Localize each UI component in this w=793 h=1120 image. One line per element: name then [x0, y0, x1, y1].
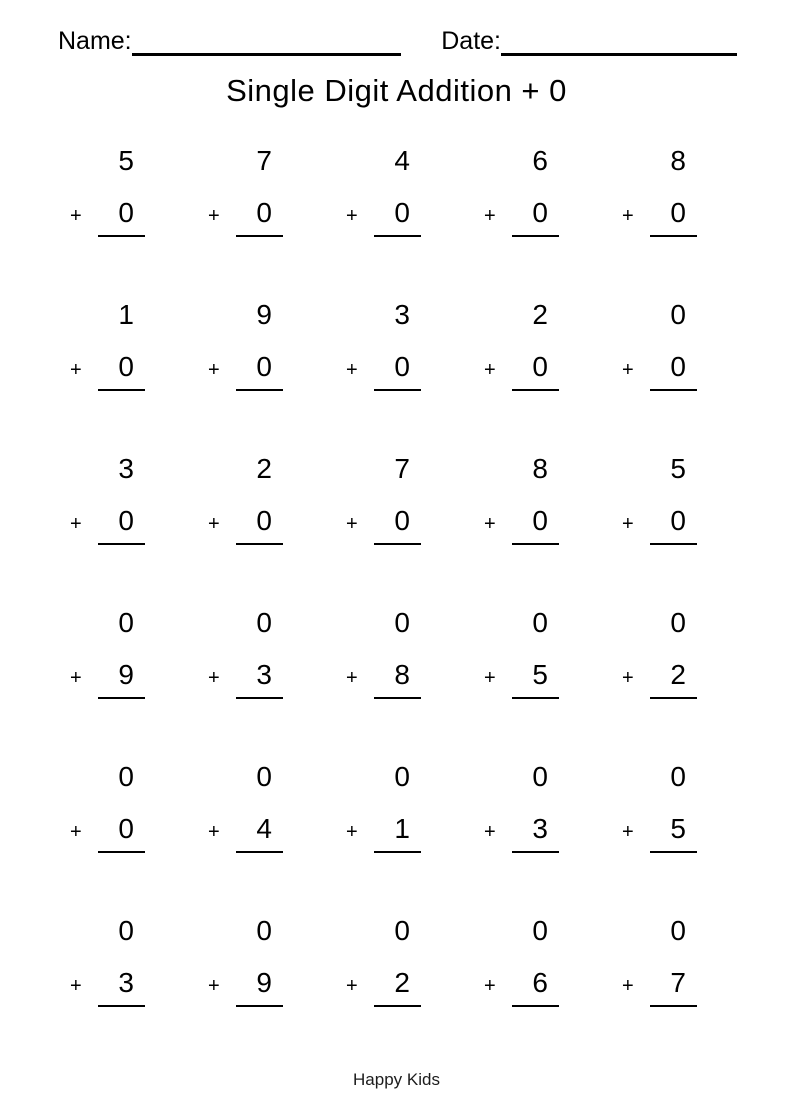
plus-sign: +: [484, 667, 496, 689]
plus-sign: +: [622, 513, 634, 535]
top-addend: 0: [532, 607, 548, 638]
top-addend: 0: [670, 915, 686, 946]
addition-problem: [56, 144, 194, 298]
plus-sign: +: [622, 975, 634, 997]
plus-sign: +: [346, 667, 358, 689]
addition-problem: [56, 760, 194, 914]
addition-problem: [56, 298, 194, 452]
answer-line[interactable]: [374, 543, 421, 545]
bottom-addend: 0: [532, 197, 548, 228]
top-addend: 0: [532, 761, 548, 792]
addition-problem: [470, 144, 608, 298]
answer-line[interactable]: [236, 389, 283, 391]
bottom-addend: 6: [532, 967, 548, 998]
answer-line[interactable]: [236, 543, 283, 545]
addition-problem: [470, 914, 608, 1068]
bottom-addend: 9: [256, 967, 272, 998]
brand-footer: Happy Kids: [353, 1070, 440, 1089]
answer-line[interactable]: [236, 235, 283, 237]
bottom-addend: 0: [394, 351, 410, 382]
addition-problem: [608, 914, 746, 1068]
answer-line[interactable]: [98, 697, 145, 699]
addition-problem: [332, 144, 470, 298]
addition-problem: [194, 298, 332, 452]
addition-problem: [56, 452, 194, 606]
answer-line[interactable]: [374, 1005, 421, 1007]
top-addend: 0: [256, 761, 272, 792]
top-addend: 0: [532, 915, 548, 946]
top-addend: 0: [394, 915, 410, 946]
date-input-line[interactable]: [501, 28, 737, 56]
page-title: Single Digit Addition + 0: [226, 73, 567, 108]
plus-sign: +: [70, 359, 82, 381]
bottom-addend: 0: [394, 505, 410, 536]
plus-sign: +: [346, 205, 358, 227]
top-addend: 0: [670, 607, 686, 638]
plus-sign: +: [622, 205, 634, 227]
answer-line[interactable]: [650, 697, 697, 699]
top-addend: 5: [118, 145, 134, 176]
plus-sign: +: [70, 513, 82, 535]
answer-line[interactable]: [650, 235, 697, 237]
plus-sign: +: [622, 821, 634, 843]
addition-problem: [470, 760, 608, 914]
answer-line[interactable]: [512, 235, 559, 237]
plus-sign: +: [484, 205, 496, 227]
addition-problem: [332, 760, 470, 914]
answer-line[interactable]: [374, 389, 421, 391]
top-addend: 3: [118, 453, 134, 484]
addition-problem: [608, 144, 746, 298]
bottom-addend: 1: [394, 813, 410, 844]
bottom-addend: 3: [532, 813, 548, 844]
bottom-addend: 0: [256, 351, 272, 382]
problems-grid: [56, 144, 746, 1068]
top-addend: 0: [118, 915, 134, 946]
name-label: Name:: [58, 27, 132, 55]
answer-line[interactable]: [236, 1005, 283, 1007]
bottom-addend: 0: [670, 505, 686, 536]
plus-sign: +: [346, 513, 358, 535]
answer-line[interactable]: [374, 235, 421, 237]
bottom-addend: 0: [118, 813, 134, 844]
answer-line[interactable]: [650, 1005, 697, 1007]
addition-problem: [194, 606, 332, 760]
top-addend: 0: [394, 607, 410, 638]
bottom-addend: 5: [532, 659, 548, 690]
addition-problem: [470, 452, 608, 606]
answer-line[interactable]: [512, 389, 559, 391]
bottom-addend: 0: [670, 197, 686, 228]
answer-line[interactable]: [512, 1005, 559, 1007]
bottom-addend: 5: [670, 813, 686, 844]
plus-sign: +: [346, 359, 358, 381]
bottom-addend: 2: [670, 659, 686, 690]
plus-sign: +: [484, 975, 496, 997]
plus-sign: +: [346, 821, 358, 843]
plus-sign: +: [208, 513, 220, 535]
top-addend: 8: [670, 145, 686, 176]
answer-line[interactable]: [650, 543, 697, 545]
addition-problem: [194, 914, 332, 1068]
answer-line[interactable]: [236, 697, 283, 699]
plus-sign: +: [208, 205, 220, 227]
addition-problem: [608, 760, 746, 914]
bottom-addend: 0: [532, 351, 548, 382]
addition-problem: [194, 144, 332, 298]
answer-line[interactable]: [512, 543, 559, 545]
answer-line[interactable]: [98, 543, 145, 545]
top-addend: 1: [118, 299, 134, 330]
answer-line[interactable]: [512, 697, 559, 699]
addition-problem: [470, 606, 608, 760]
answer-line[interactable]: [650, 389, 697, 391]
addition-problem: [56, 914, 194, 1068]
plus-sign: +: [484, 513, 496, 535]
bottom-addend: 0: [532, 505, 548, 536]
bottom-addend: 2: [394, 967, 410, 998]
top-addend: 9: [256, 299, 272, 330]
addition-problem: [194, 760, 332, 914]
addition-problem: [56, 606, 194, 760]
bottom-addend: 0: [256, 197, 272, 228]
bottom-addend: 8: [394, 659, 410, 690]
addition-problem: [332, 298, 470, 452]
date-label: Date:: [441, 27, 501, 55]
bottom-addend: 0: [394, 197, 410, 228]
plus-sign: +: [70, 821, 82, 843]
top-addend: 0: [670, 761, 686, 792]
answer-line[interactable]: [98, 1005, 145, 1007]
top-addend: 3: [394, 299, 410, 330]
plus-sign: +: [208, 359, 220, 381]
answer-line[interactable]: [236, 851, 283, 853]
answer-line[interactable]: [374, 697, 421, 699]
addition-problem: [470, 298, 608, 452]
bottom-addend: 0: [256, 505, 272, 536]
addition-problem: [332, 914, 470, 1068]
bottom-addend: 0: [118, 505, 134, 536]
top-addend: 0: [118, 761, 134, 792]
top-addend: 0: [256, 915, 272, 946]
plus-sign: +: [346, 975, 358, 997]
bottom-addend: 0: [118, 351, 134, 382]
top-addend: 4: [394, 145, 410, 176]
date-group: [441, 26, 737, 56]
answer-line[interactable]: [98, 851, 145, 853]
addition-problem: [332, 606, 470, 760]
plus-sign: +: [484, 821, 496, 843]
bottom-addend: 3: [256, 659, 272, 690]
top-addend: 2: [532, 299, 548, 330]
addition-problem: [332, 452, 470, 606]
plus-sign: +: [622, 359, 634, 381]
plus-sign: +: [70, 975, 82, 997]
top-addend: 7: [394, 453, 410, 484]
bottom-addend: 7: [670, 967, 686, 998]
top-addend: 8: [532, 453, 548, 484]
answer-line[interactable]: [650, 851, 697, 853]
addition-problem: [608, 452, 746, 606]
top-addend: 0: [256, 607, 272, 638]
bottom-addend: 3: [118, 967, 134, 998]
bottom-addend: 9: [118, 659, 134, 690]
name-input-line[interactable]: [132, 28, 402, 56]
addition-problem: [608, 606, 746, 760]
plus-sign: +: [208, 821, 220, 843]
answer-line[interactable]: [98, 235, 145, 237]
top-addend: 0: [670, 299, 686, 330]
top-addend: 5: [670, 453, 686, 484]
plus-sign: +: [622, 667, 634, 689]
answer-line[interactable]: [374, 851, 421, 853]
answer-line[interactable]: [512, 851, 559, 853]
plus-sign: +: [208, 667, 220, 689]
plus-sign: +: [70, 205, 82, 227]
top-addend: 7: [256, 145, 272, 176]
plus-sign: +: [70, 667, 82, 689]
plus-sign: +: [208, 975, 220, 997]
addition-problem: [608, 298, 746, 452]
answer-line[interactable]: [98, 389, 145, 391]
addition-problem: [194, 452, 332, 606]
top-addend: 0: [394, 761, 410, 792]
top-addend: 0: [118, 607, 134, 638]
worksheet-header: [58, 26, 737, 56]
bottom-addend: 4: [256, 813, 272, 844]
bottom-addend: 0: [670, 351, 686, 382]
top-addend: 2: [256, 453, 272, 484]
bottom-addend: 0: [118, 197, 134, 228]
plus-sign: +: [484, 359, 496, 381]
top-addend: 6: [532, 145, 548, 176]
